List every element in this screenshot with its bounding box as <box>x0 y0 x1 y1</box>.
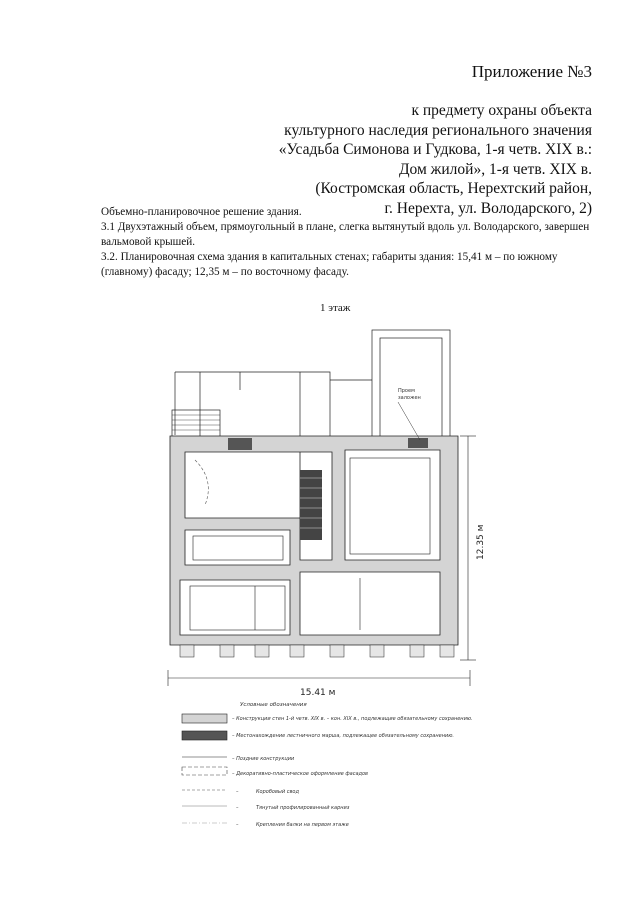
section-title: Объемно-планировочное решение здания. <box>101 206 302 218</box>
ref-line: (Костромская область, Нерехтский район, <box>315 180 592 197</box>
item-3-1: 3.1 Двухэтажный объем, прямоугольный в плане, слегка вытянутый вдоль ул. Володарского, завершен вальмовой крышей. <box>101 221 590 248</box>
arched-vault <box>195 460 208 505</box>
ref-line: культурного наследия регионального значения <box>284 121 592 139</box>
legend-dash: – <box>236 805 239 811</box>
svg-text:заложен: заложен <box>398 395 421 401</box>
svg-text:Проем: Проем <box>398 388 415 394</box>
ref-line: Дом жилой», 1-я четв. XIX в. <box>398 160 592 178</box>
legend-item: – Поздние конструкции <box>232 756 295 762</box>
late-construction <box>175 372 372 445</box>
ref-line: «Усадьба Симонова и Гудкова, 1-я четв. XIX в.: <box>278 141 592 158</box>
staircase <box>300 470 322 540</box>
porch <box>172 410 220 438</box>
legend-item: Крепления балки на первом этаже <box>256 822 349 828</box>
legend-item: Коробовый свод <box>256 789 299 795</box>
main-walls <box>170 436 458 645</box>
legend-item: – Местонахождение лестничного марша, подлежащее обязательному сохранению. <box>232 733 455 739</box>
walled-opening-note <box>398 388 421 440</box>
appendix-title: Приложение №3 <box>471 62 592 81</box>
width-dimension: 15.41 м <box>300 688 336 698</box>
legend-item: Тянутый профилированный карниз <box>256 805 350 811</box>
legend-dash: – <box>236 789 239 795</box>
ref-line: к предмету охраны объекта <box>411 102 592 119</box>
legend-item: – Декоративно-пластическое оформление фасадов <box>232 771 369 777</box>
legend-title: Условные обозначения <box>240 702 307 708</box>
legend-dash: – <box>236 822 239 828</box>
legend-item: – Конструкции стен 1-й четв. XIX в. – кон. XIX в., подлежащие обязательному сохранению. <box>232 716 473 722</box>
floor-label: 1 этаж <box>320 302 351 314</box>
height-dimension: 12.35 м <box>476 524 486 560</box>
ref-line: г. Нерехта, ул. Володарского, 2) <box>384 199 592 217</box>
item-3-2: 3.2. Планировочная схема здания в капитальных стенах; габариты здания: 15,41 м – по южному (главному) фасаду; 12,35 м – по восточному фасаду. <box>101 251 558 278</box>
